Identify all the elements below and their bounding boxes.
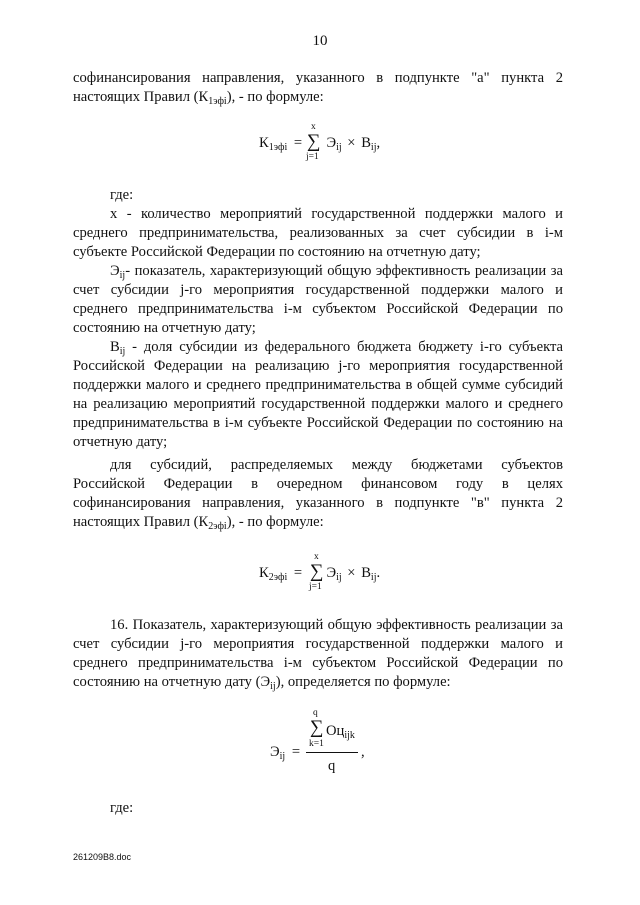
intro-line-2: настоящих Правил $(К_{1эфi})$, - по формуле:	[73, 88, 324, 107]
formula-k2: $К_{2эфi} = Э_{ij} \times В_{ij}$. x ∑ j=1	[259, 552, 381, 592]
sum-upper-limit: x	[311, 122, 316, 132]
numerator: $Оц_{ijk}$	[326, 723, 355, 741]
intro-line-1: софинансирования направления, указанного в подпункте "а" пункта 2	[73, 70, 563, 86]
paragraph-subsidies: для субсидий, распределяемых между бюджетами субъектов Российской Федерации в очередном финансовом году в целях софинансирования направления, указанного в подпункте "в" пункта 2 настоящих Правил $(К_{2эфi})$, - по формуле:	[73, 457, 563, 532]
sum-lower-limit: j=1	[309, 582, 322, 592]
page-number: 10	[312, 33, 328, 49]
fraction-line	[306, 752, 358, 753]
sum-upper-limit: x	[314, 552, 319, 562]
denominator: q	[328, 758, 336, 774]
where-label-2: где:	[110, 800, 134, 816]
sum-upper-limit: q	[313, 708, 318, 718]
formula-k1: $К_{1эфi} = Э_{ij} \times В_{ij}$, x ∑ j=1	[259, 122, 381, 162]
sum-symbol: ∑	[310, 561, 324, 582]
definition-e: $Э_{ij}-$ показатель, характеризующий общую эффективность реализации за счет субсидии j-го мероприятия государственной поддержки малого и среднего предпринимательства i-м субъектом Российской Федерации по состоянию на отчетную дату;	[73, 263, 563, 336]
paragraph-intro	[73, 69, 563, 107]
definition-x: x - количество мероприятий государственной поддержки малого и среднего предпринимательства, реализованных за счет субсидии в i-м субъекте Российской Федерации по состоянию на отчетную дату;	[73, 206, 563, 260]
sum-symbol: ∑	[307, 131, 321, 152]
sum-lower-limit: k=1	[309, 739, 324, 749]
paragraph-16: 16. Показатель, характеризующий общую эффективность реализации за счет субсидии j-го мероприятия государственной поддержки малого и среднего предпринимательства i-м субъектом Российской Федерации по состоянию на отчетную дату $(Э_{ij})$, определяется по формуле:	[73, 617, 563, 692]
formula-e: $Э_{ij}$ = q ∑ $Оц_{ijk}$ k=1 q ,	[270, 708, 365, 774]
where-label-1: где:	[110, 187, 134, 203]
definition-b: $В_{ij}$ - доля субсидии из федерального бюджета бюджету i-го субъекта Российской Федерации на реализацию j-го мероприятия государственной поддержки малого и среднего предпринимательства в общей сумме субсидий на реализацию мероприятий государственной поддержки малого и среднего предпринимательства в i-м субъекте Российской Федерации по состоянию на отчетную дату;	[73, 339, 563, 450]
sum-symbol: ∑	[310, 717, 324, 738]
file-name-footer: 261209В8.doc	[73, 852, 132, 862]
sum-lower-limit: j=1	[306, 152, 319, 162]
